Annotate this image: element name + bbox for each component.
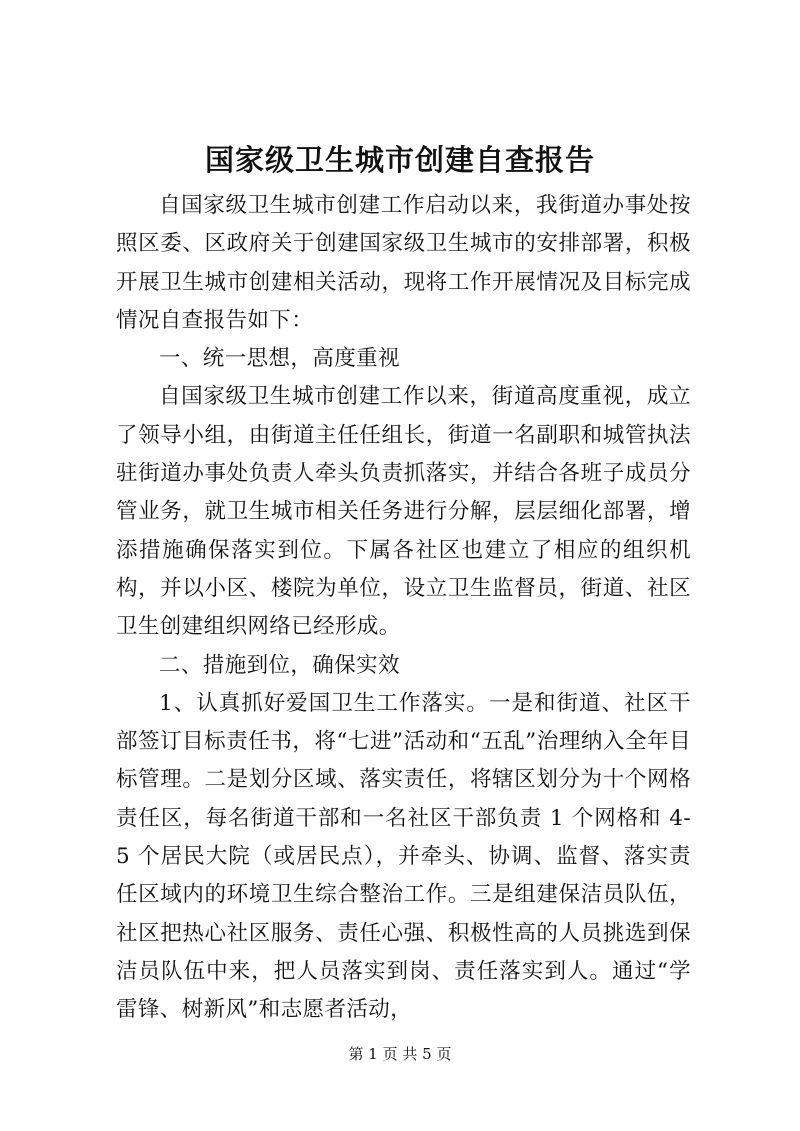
paragraph-intro: 自国家级卫生城市创建工作启动以来，我街道办事处按照区委、区政府关于创建国家级卫生城市的安排部署，积极开展卫生城市创建相关活动，现将工作开展情况及目标完成情况自查报告如下：: [116, 193, 691, 333]
paragraph-section-1: 自国家级卫生城市创建工作以来，街道高度重视，成立了领导小组，由街道主任任组长，街道一名副职和城管执法驻街道办事处负责人牵头负责抓落实，并结合各班子成员分管业务，就卫生城市相关任务进行分解，层层细化部署，增添措施确保落实到位。下属各社区也建立了相应的组织机构，并以小区、楼院为单位，设立卫生监督员，街道、社区卫生创建组织网络已经形成。: [116, 384, 691, 640]
page-footer: 第 1 页 共 5 页: [348, 1045, 452, 1063]
section-heading-1: 一、统一思想，高度重视: [159, 346, 400, 372]
paragraph-section-2-item-1: 1、认真抓好爱国卫生工作落实。一是和街道、社区干部签订目标责任书，将“七进”活动和“五乱”治理纳入全年目标管理。二是划分区域、落实责任，将辖区划分为十个网格责任区，每名街道干部和一名社区干部负责 1 个网格和 4-5 个居民大院（或居民点），并牵头、协调、监督、落实责任区域内的环境卫生综合整治工作。三是组建保洁员队伍，社区把热心社区服务、责任心强、积极性高的人员挑选到保洁员队伍中来，把人员落实到岗、责任落实到人。通过“学雷锋、树新风”和志愿者活动，: [116, 690, 691, 1023]
section-heading-2: 二、措施到位，确保实效: [159, 652, 400, 678]
document-body: [116, 187, 691, 1030]
document-title: 国家级卫生城市创建自查报告: [204, 143, 595, 177]
